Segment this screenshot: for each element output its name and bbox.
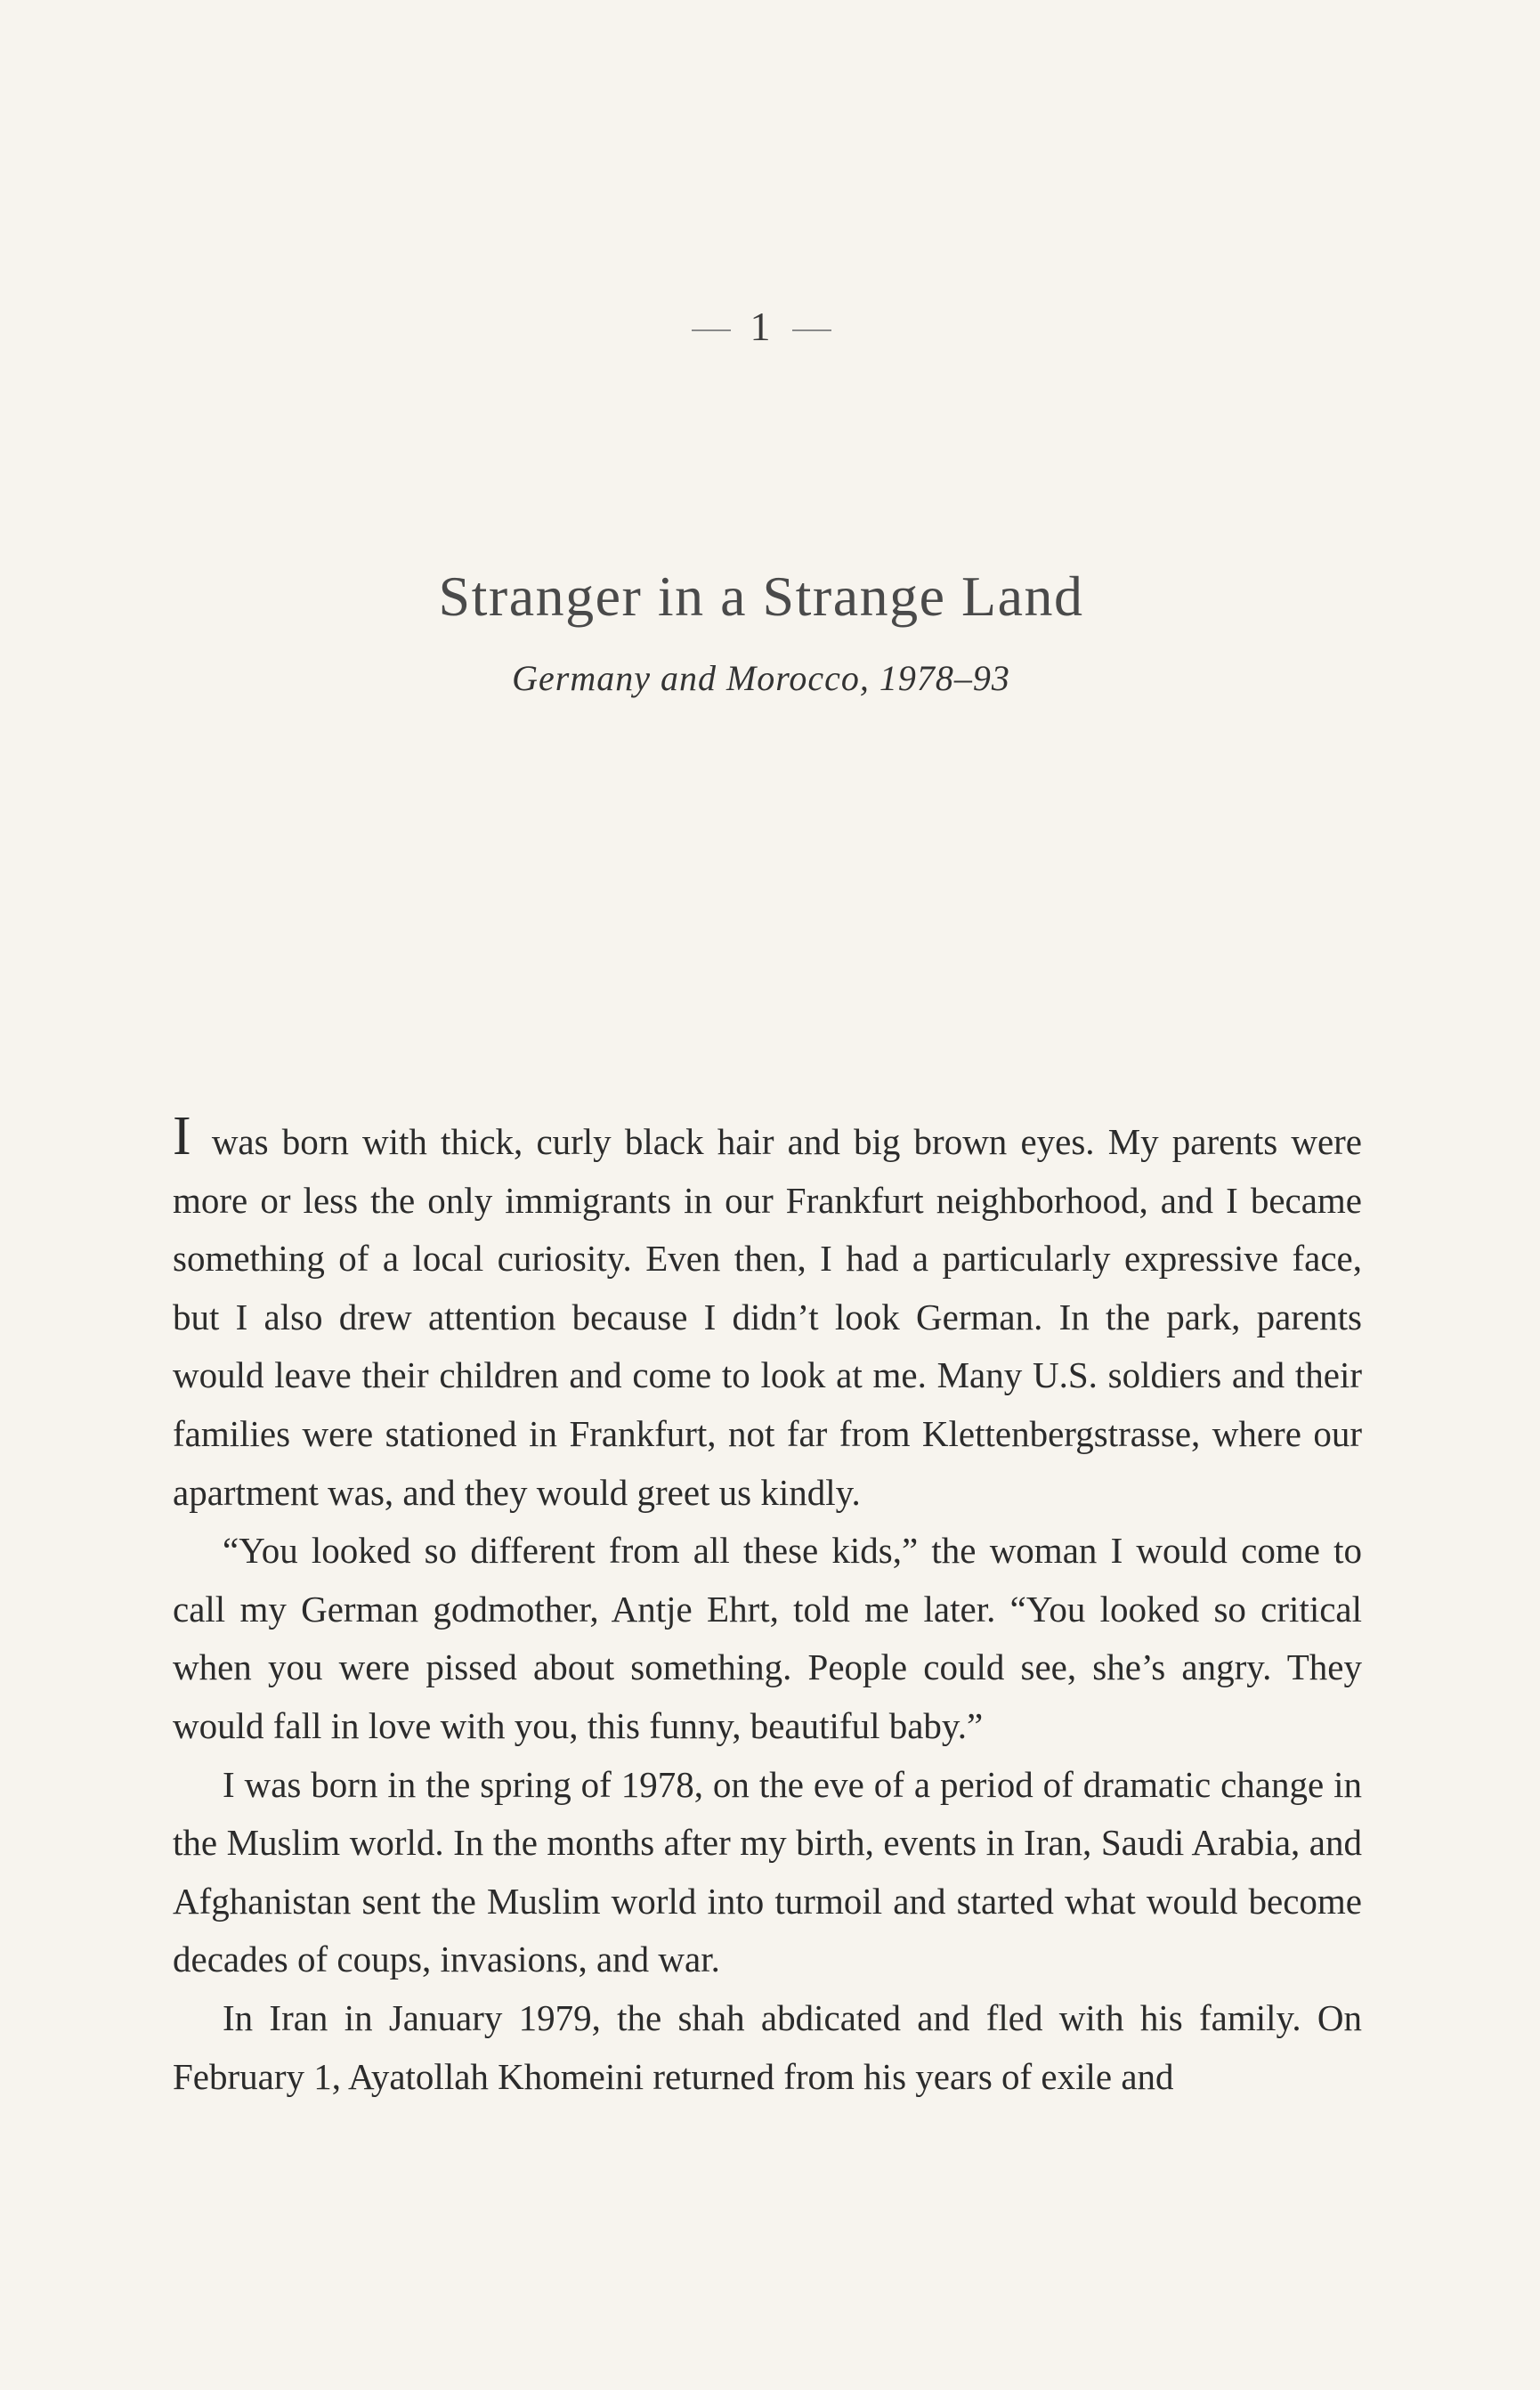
paragraph-1-text: was born with thick, curly black hair and big brown eyes. My parents were more or less the only immigrants in our Frankfurt neighborhood, and I became something of a local curiosity. Even then, I had a particularly expressive face, but I also drew attention because I didn’t look German. In the park, parents would leave their children and come to look at me. Many U.S. soldiers and their families were stationed in Frankfurt, not far from Klettenbergstrasse, where our apartment was, and they would greet us kindly. bbox=[173, 1121, 1362, 1513]
paragraph-3: I was born in the spring of 1978, on the eve of a period of dramatic change in the Muslim world. In the months after my birth, events in Iran, Saudi Arabia, and Afghanistan sent the Muslim world into turmoil and started what would become decades of coups, invasions, and war. bbox=[173, 1763, 1362, 1980]
right-dash-ornament bbox=[792, 329, 831, 331]
paragraph-1 bbox=[173, 1106, 1362, 1522]
chapter-title: Stranger in a Strange Land bbox=[438, 564, 1084, 628]
initial-letter: I bbox=[173, 1106, 191, 1167]
body-text bbox=[173, 1106, 1362, 2106]
paragraph-2: “You looked so different from all these kids,” the woman I would come to call my German godmother, Antje Ehrt, told me later. “You looked so critical when you were pissed about something. People could see, she’s angry. They would fall in love with you, this funny, beautiful baby.” bbox=[173, 1530, 1362, 1746]
paragraph-4: In Iran in January 1979, the shah abdicated and fled with his family. On February 1, Ayatollah Khomeini returned from his years of exile and bbox=[173, 1996, 1362, 2097]
left-dash-ornament bbox=[692, 329, 731, 331]
chapter-number-heading bbox=[0, 303, 1522, 350]
chapter-subtitle: Germany and Morocco, 1978–93 bbox=[512, 658, 1010, 698]
chapter-number: 1 bbox=[750, 304, 773, 349]
